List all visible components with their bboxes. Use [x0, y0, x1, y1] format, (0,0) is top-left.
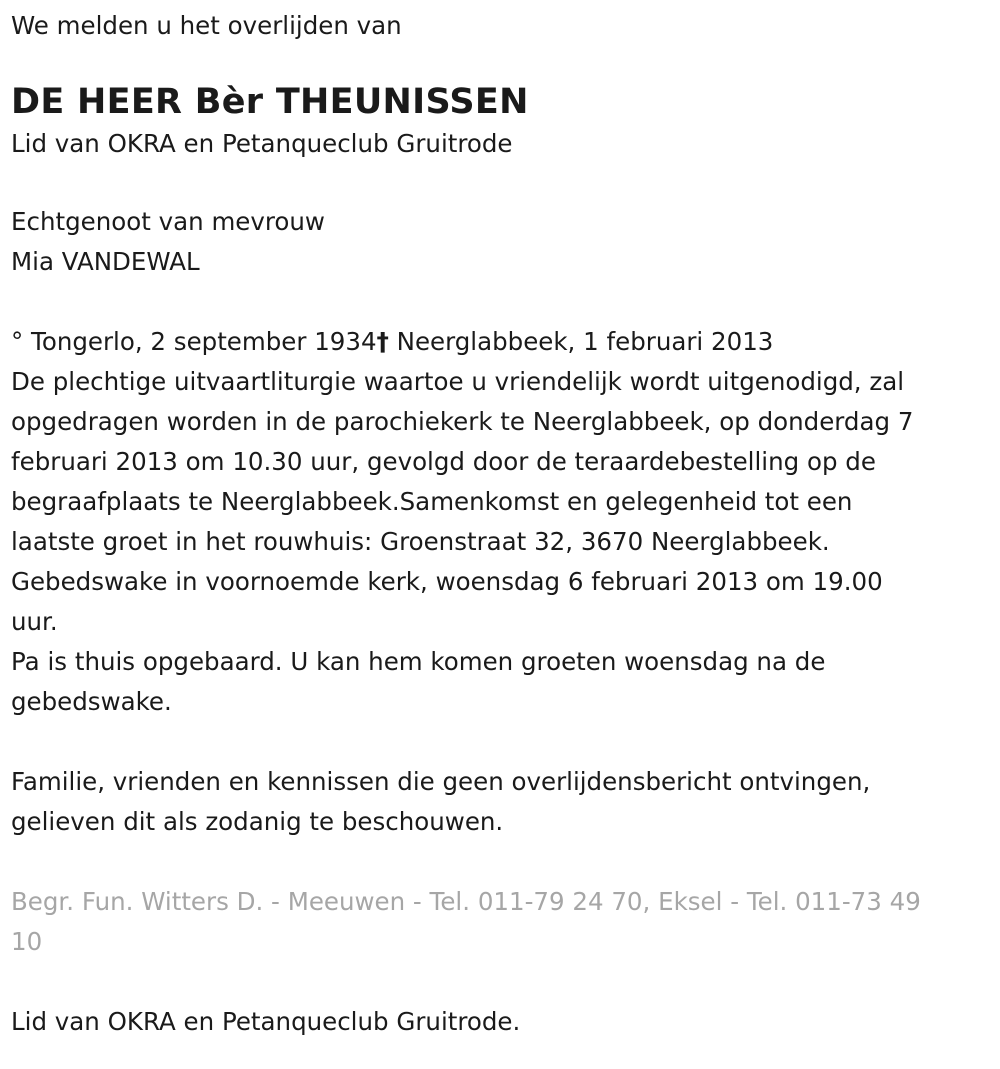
ceremony-line: begraafplaats te Neerglabbeek.Samenkomst en gelegenheid tot een: [11, 487, 853, 516]
spacer: [11, 282, 1000, 322]
ceremony-line: gebedswake.: [11, 687, 172, 716]
notice-line: Familie, vrienden en kennissen die geen overlijdensbericht ontvingen,: [11, 767, 871, 796]
ceremony-line: laatste groet in het rouwhuis: Groenstraat 32, 3670 Neerglabbeek.: [11, 527, 830, 556]
funeral-home-line: 10: [11, 927, 43, 956]
spacer: [11, 722, 1000, 762]
life-dates: [11, 322, 1000, 362]
birth-date: ° Tongerlo, 2 september 1934: [11, 327, 377, 356]
ceremony-line: Pa is thuis opgebaard. U kan hem komen groeten woensdag na de: [11, 647, 826, 676]
spouse-name: Mia VANDEWAL: [11, 247, 200, 276]
ceremony-line: uur.: [11, 607, 58, 636]
spouse-label: Echtgenoot van mevrouw: [11, 207, 325, 236]
spacer: [11, 962, 1000, 1002]
ceremony-line: Gebedswake in voornoemde kerk, woensdag 6 februari 2013 om 19.00: [11, 567, 883, 596]
death-date: Neerglabbeek, 1 februari 2013: [388, 327, 774, 356]
footer-membership: Lid van OKRA en Petanqueclub Gruitrode.: [11, 1007, 521, 1036]
ceremony-line: De plechtige uitvaartliturgie waartoe u vriendelijk wordt uitgenodigd, zal: [11, 367, 905, 396]
ceremony-line: opgedragen worden in de parochiekerk te Neerglabbeek, op donderdag 7: [11, 407, 914, 436]
deceased-membership: Lid van OKRA en Petanqueclub Gruitrode: [11, 129, 513, 158]
ceremony-line: februari 2013 om 10.30 uur, gevolgd door de teraardebestelling op de: [11, 447, 876, 476]
deceased-name: DE HEER Bèr THEUNISSEN: [11, 82, 529, 122]
funeral-home-line: Begr. Fun. Witters D. - Meeuwen - Tel. 011-79 24 70, Eksel - Tel. 011-73 49: [11, 887, 921, 916]
intro-text: We melden u het overlijden van: [11, 11, 402, 40]
spacer: [11, 842, 1000, 882]
cross-icon: †: [376, 327, 389, 356]
notice-line: gelieven dit als zodanig te beschouwen.: [11, 807, 504, 836]
spacer: [11, 162, 1000, 202]
